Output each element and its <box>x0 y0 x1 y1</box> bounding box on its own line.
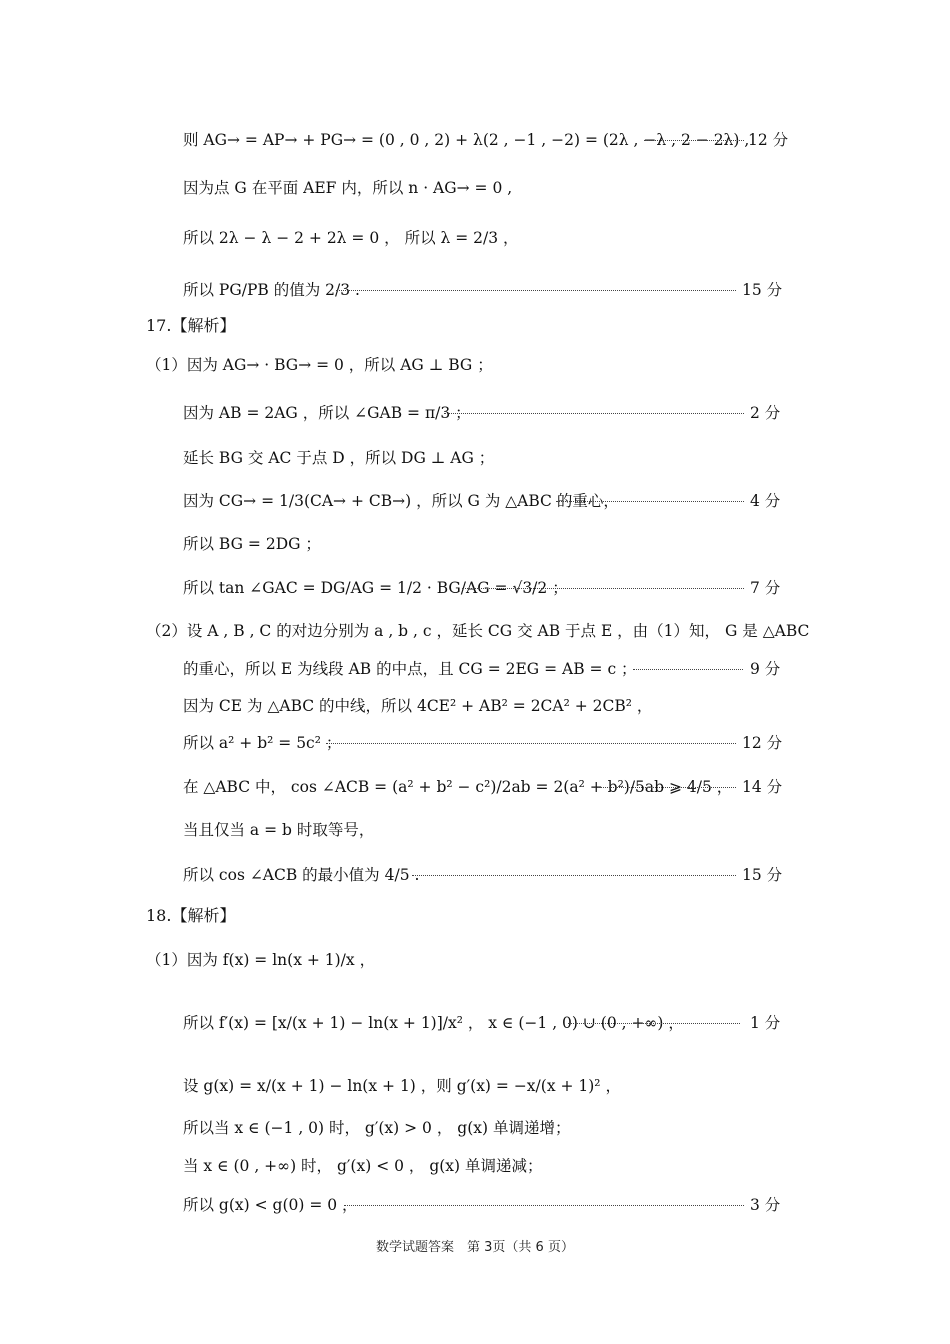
q17-heading: 17.【解析】 <box>146 316 236 335</box>
q18-line <box>0 1003 950 1043</box>
score: 12 分 <box>742 734 783 752</box>
q17-line <box>0 649 950 689</box>
line-text: 则 AG→ = AP→ + PG→ = (0 , 0 , 2) + λ(2 , −1 , −2) = (2λ , −λ , 2 − 2λ) , <box>183 131 750 149</box>
line-text: 所以 PG/PB 的值为 2/3 . <box>183 281 360 299</box>
q18-line <box>0 1108 950 1148</box>
line-text: 的重心，所以 E 为线段 AB 的中点，且 CG = 2EG = AB = c ； <box>183 660 637 678</box>
q17-line <box>0 568 950 608</box>
dot-leader <box>644 140 744 141</box>
line-text: 延长 BG 交 AC 于点 D ，所以 DG ⊥ AG ； <box>183 449 495 467</box>
q17-line <box>0 723 950 763</box>
q17-line <box>0 686 950 726</box>
q18-line <box>0 1146 950 1186</box>
line-text: 所以 tan ∠GAC = DG/AG = 1/2 · BG/AG = √3/2 ； <box>183 579 568 597</box>
line-text: 当 x ∈ (0 , +∞) 时， g′(x) < 0 ， g(x) 单调递减； <box>183 1157 543 1175</box>
line-text: 所以 f′(x) = [x/(x + 1) − ln(x + 1)]/x² ， x ∈ (−1 , 0) ∪ (0 , +∞) ， <box>183 1014 684 1032</box>
line-point-in-plane <box>0 168 950 208</box>
score: 1 分 <box>750 1014 781 1032</box>
score: 3 分 <box>750 1196 781 1214</box>
line-text: 所以 a² + b² = 5c² ； <box>183 734 342 752</box>
q17-line <box>0 767 950 807</box>
score: 15 分 <box>742 866 783 884</box>
line-text: （1）因为 f(x) = ln(x + 1)/x ， <box>146 951 376 969</box>
line-text: 所以 cos ∠ACB 的最小值为 4/5 . <box>183 866 420 884</box>
dot-leader <box>556 501 744 502</box>
score: 14 分 <box>742 778 783 796</box>
line-text: 当且仅当 a = b 时取等号， <box>183 821 375 839</box>
line-text: （2）设 A , B , C 的对边分别为 a , b , c ，延长 CG 交 AB 于点 E ，由（1）知， G 是 △ABC <box>146 622 810 640</box>
dot-leader <box>344 1205 744 1206</box>
line-vector-ag <box>0 120 950 160</box>
line-text: 所以 BG = 2DG ； <box>183 535 321 553</box>
score: 12 分 <box>748 131 789 149</box>
line-text: 因为 CE 为 △ABC 的中线，所以 4CE² + AB² = 2CA² + 2CB² ， <box>183 697 653 715</box>
line-solve-lambda <box>0 218 950 258</box>
line-text: 所以当 x ∈ (−1 , 0) 时， g′(x) > 0 ， g(x) 单调递增； <box>183 1119 571 1137</box>
q17-line <box>0 393 950 433</box>
q17-line <box>0 438 950 478</box>
q17-line <box>0 481 950 521</box>
line-ratio <box>0 270 950 310</box>
dot-leader <box>444 413 744 414</box>
line-text: 在 △ABC 中， cos ∠ACB = (a² + b² − c²)/2ab = 2(a² + b²)/5ab ⩾ 4/5 ， <box>183 778 733 796</box>
dot-leader <box>462 588 744 589</box>
q17-line <box>0 611 950 651</box>
line-text: （1）因为 AG→ · BG→ = 0 ，所以 AG ⊥ BG ； <box>146 356 493 374</box>
q18-heading: 18.【解析】 <box>146 906 236 925</box>
dot-leader <box>412 875 736 876</box>
q17-line <box>0 855 950 895</box>
dot-leader <box>326 743 736 744</box>
q17-line <box>0 524 950 564</box>
q17-line <box>0 810 950 850</box>
score: 9 分 <box>750 660 781 678</box>
score: 7 分 <box>750 579 781 597</box>
line-text: 所以 g(x) < g(0) = 0 ， <box>183 1196 358 1214</box>
score: 4 分 <box>750 492 781 510</box>
q18-line <box>0 1185 950 1225</box>
dot-leader <box>594 787 736 788</box>
q18-line <box>0 1066 950 1106</box>
dot-leader <box>336 290 736 291</box>
dot-leader <box>633 669 743 670</box>
dot-leader <box>568 1023 740 1024</box>
line-text: 所以 2λ − λ − 2 + 2λ = 0 ， 所以 λ = 2/3 ， <box>183 229 519 247</box>
page-footer: 数学试题答案 第 3页（共 6 页） <box>376 1240 574 1255</box>
score: 2 分 <box>750 404 781 422</box>
q18-line <box>0 940 950 980</box>
score: 15 分 <box>742 281 783 299</box>
line-text: 设 g(x) = x/(x + 1) − ln(x + 1) ，则 g′(x) = −x/(x + 1)² ， <box>183 1077 621 1095</box>
line-text: 因为 CG→ = 1/3(CA→ + CB→) ，所以 G 为 △ABC 的重心， <box>183 492 619 510</box>
line-text: 因为点 G 在平面 AEF 内，所以 n · AG→ = 0 , <box>183 179 513 197</box>
q17-line <box>0 345 950 385</box>
line-text: 因为 AB = 2AG ，所以 ∠GAB = π/3 ； <box>183 404 471 422</box>
